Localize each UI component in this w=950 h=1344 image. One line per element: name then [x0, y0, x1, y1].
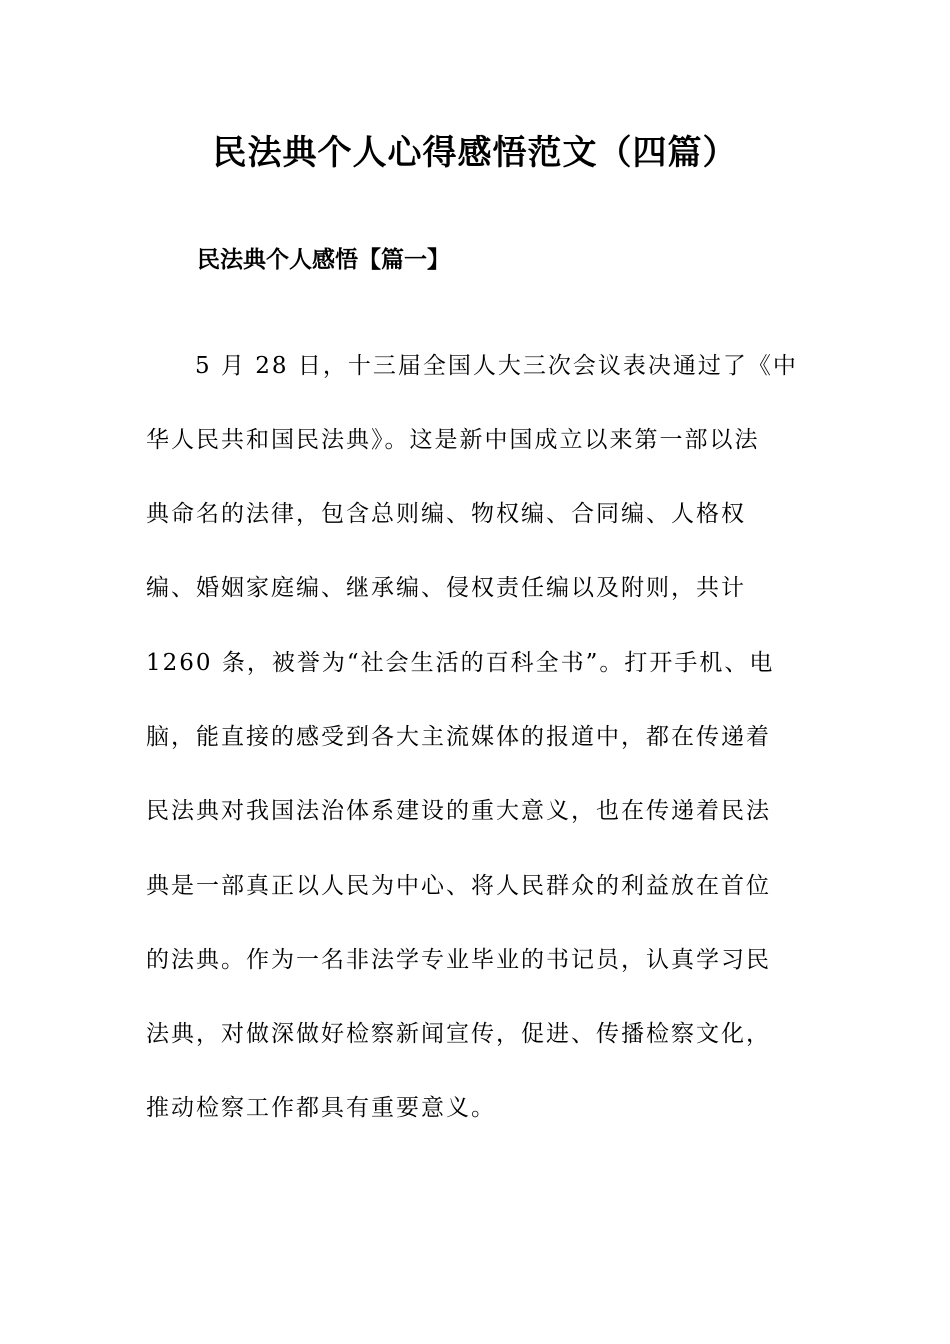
paragraph-line: 编、婚姻家庭编、继承编、侵权责任编以及附则，共计 [146, 575, 746, 601]
paragraph-line: 推动检察工作都具有重要意义。 [146, 1095, 496, 1121]
paragraph-line: 5 月 28 日，十三届全国人大三次会议表决通过了《中 [195, 353, 798, 379]
document-title: 民法典个人心得感悟范文（四篇） [212, 133, 738, 173]
paragraph-line: 脑，能直接的感受到各大主流媒体的报道中，都在传递着 [146, 724, 771, 750]
paragraph-line: 法典，对做深做好检察新闻宣传，促进、传播检察文化， [146, 1021, 771, 1047]
paragraph-line: 的法典。作为一名非法学专业毕业的书记员，认真学习民 [146, 947, 771, 973]
paragraph-line: 典是一部真正以人民为中心、将人民群众的利益放在首位 [146, 873, 771, 899]
section-heading: 民法典个人感悟【篇一】 [197, 247, 450, 273]
paragraph-line: 典命名的法律，包含总则编、物权编、合同编、人格权 [146, 501, 746, 527]
paragraph-line: 华人民共和国民法典》。这是新中国成立以来第一部以法 [146, 427, 760, 453]
paragraph-line: 民法典对我国法治体系建设的重大意义，也在传递着民法 [146, 798, 771, 824]
paragraph-line: 1260 条，被誉为“社会生活的百科全书”。打开手机、电 [146, 650, 775, 676]
